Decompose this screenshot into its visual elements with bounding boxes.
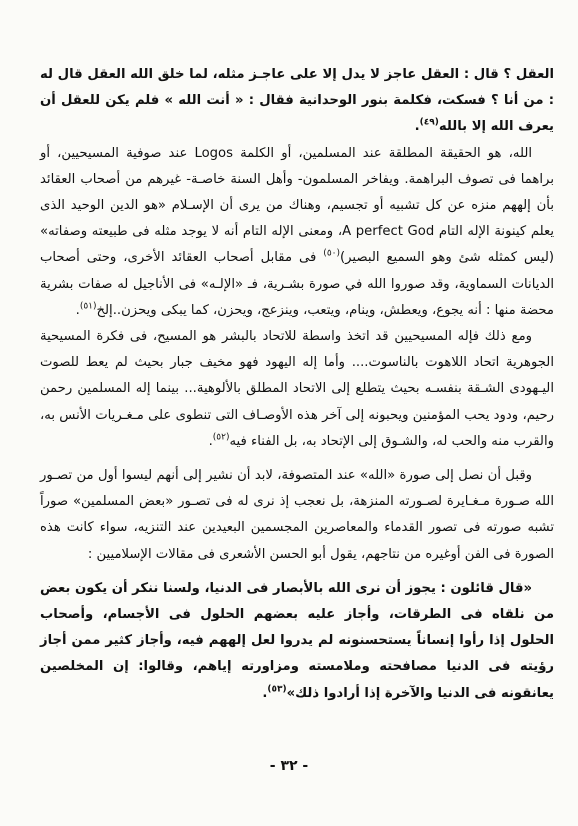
footnote-ref-51: (٥١) <box>79 301 97 312</box>
paragraph-5-text: «قال قائلون : يجوز أن نرى الله بالأبصار فى الدنيا، ولسنا ننكر أن يكون بعض من نلقاه فى الطرقات، وأجاز عليه بعضهم الحلول فى الأجسام، وأصحاب الحلول إذا رأوا إنساناً يستحسنونه لم يدروا لعل إلههم فيه، وأجاز كثير ممن أجاز رؤيته فى الدنيا مصافحته وملامسته ومزاورته إياهم، وقالوا: إن المخلصين يعانقونه فى الدنيا والآخرة إذا أرادوا ذلك» <box>40 580 554 701</box>
paragraph-3 <box>40 324 554 455</box>
footnote-ref-50: (٥٠) <box>323 249 340 260</box>
paragraph-1 <box>40 62 554 141</box>
footnote-ref-52: (٥٢) <box>212 432 230 443</box>
paragraph-4-text: وقبل أن نصل إلى صورة «الله» عند المتصوفة، لابد أن نشير إلى أنهم ليسوا أول من تصـور الله صـورة مـغـايرة لصـورته المنزهة، بل نعجب إذ نرى له فى تصـور «بعض المسلمين» صوراً تشبه صورته فى تصور القدماء والمعاصرين المجسمين البعيدين عند التنزيه، سواء كانت هذه الصورة فى الفن أوغيره من نتاجهم، يقول أبو الحسن الأشعرى فى مقالات الإسلاميين : <box>40 468 554 562</box>
page-number: - ٣٢ - <box>269 758 309 774</box>
paragraph-1-text: العقل ؟ قال : العقل عاجز لا يدل إلا على عاجـز مثله، لما خلق الله العقل قال له : من أنا ؟ فسكت، فكلمة بنور الوحدانية فقال : « أنت الله » فلم يكن للعقل أن يعرف الله إلا بالله <box>40 67 554 135</box>
paragraph-3-tail: . <box>208 433 213 449</box>
paragraph-2-tail: فى مقابل أصحاب العقائد الأخرى، وحتى أصحاب الديانات السماوية، وقد صوروا الله في صورة بشـرية، فـ «الإلـه» فى الأناجيل له صفات بشرية محضة منها : أنه يجوع، ويعطش، وينام، ويتعب، وينزعج، ويحزن، كما يبكى ويحزن..إلخ <box>40 250 554 318</box>
page-text <box>40 62 554 707</box>
paragraph-4 <box>40 463 554 568</box>
paragraph-5-tail: . <box>262 685 268 701</box>
paragraph-2-end: . <box>75 302 80 318</box>
paragraph-1-tail: . <box>414 119 420 135</box>
footnote-ref-49: (٤٩) <box>419 118 439 129</box>
footnote-ref-53: (٥٣) <box>267 684 287 695</box>
paragraph-5-quote <box>40 576 554 707</box>
paragraph-2-text: الله، هو الحقيقة المطلقة عند المسلمين، أو الكلمة Logos عند صوفية المسيحيين، أو براهما فى تصوف البراهمة. ويفاخر المسلمون- وأهل السنة خاصـة- غيرهم من أصحاب العقائد بأن إلههم منزه عن كل تشبيه أو تجسيم، وهناك من يرى أن الإسـلام «هو الدين الوحيد الذى يعلم كينونة الإله التام A perfect God، ومعنى الإله التام أنه لا يوجد مثله فى طبيعته وصفاته» (ليس كمثله شئ وهو السميع البصير) <box>40 145 555 266</box>
paragraph-3-text: ومع ذلك فإله المسيحيين قد اتخذ واسطة للاتحاد بالبشر هو المسيح، فى فكرة المسيحية الجوهرية اتحاد اللاهوت بالناسوت.... وأما إله اليهود فهو مخيف جبار بحيث لم يعط للصوت اليـهودى الشـقة بنفسـه بحيث يتطلع إلى الاتحاد المطلق بالألوهية... بينما إله المسلمين رحمن رحيم، ودود يحب المؤمنين ويحبونه إلى آخر هذه الأوصـاف التى تنطوى على مـغـريات الأنس به، والقرب منه والحب له، والشـوق إلى الإتحاد به، بل الفناء فيه <box>40 329 554 449</box>
paragraph-2 <box>40 141 554 324</box>
